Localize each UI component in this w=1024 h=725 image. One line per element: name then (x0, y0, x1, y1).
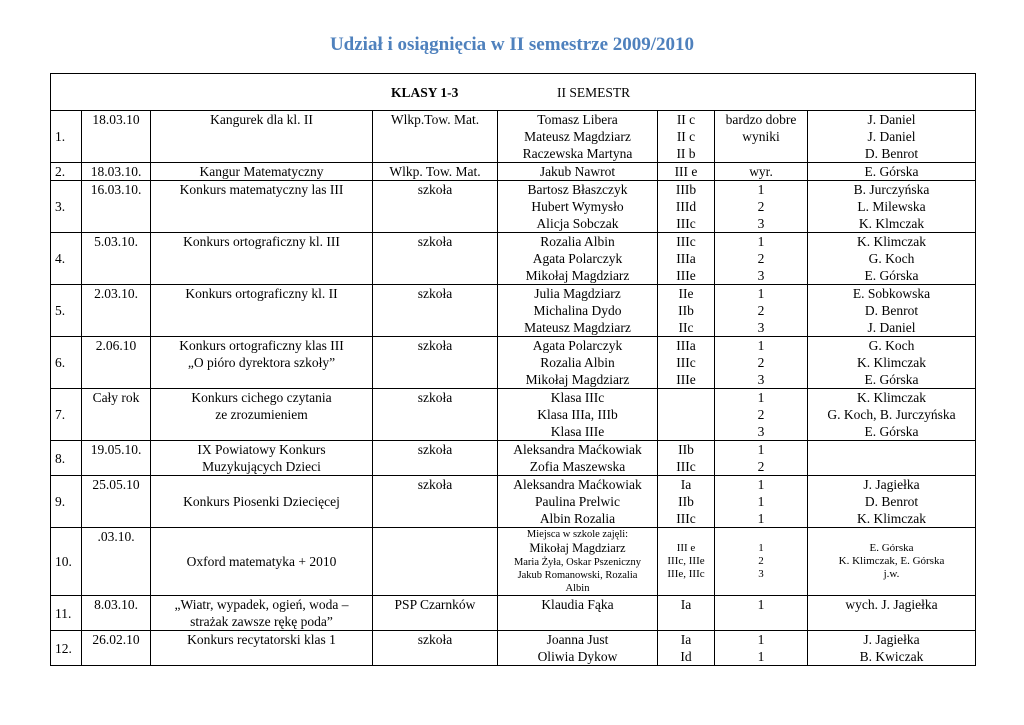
row-number: 2. (51, 163, 82, 181)
class-cell (658, 441, 715, 476)
contest-cell (151, 233, 373, 285)
class-line: IIIe (676, 372, 696, 387)
result-cell (715, 111, 808, 163)
row-number: 12. (51, 631, 82, 666)
teacher-cell (808, 163, 976, 181)
result-cell (715, 389, 808, 441)
result-line: 3 (757, 320, 765, 335)
participants-cell (498, 389, 658, 441)
participants-line: Rozalia Albin (540, 355, 615, 370)
table-row (51, 285, 976, 337)
result-cell (715, 337, 808, 389)
participants-line: Aleksandra Maćkowiak (513, 442, 642, 457)
participants-note: Miejsca w szkole zajęli: (526, 529, 629, 540)
teacher-line: K. Klimczak (857, 355, 926, 370)
class-line: IIIc (676, 511, 696, 526)
class-line: II b (676, 146, 696, 161)
class-cell (658, 285, 715, 337)
teacher-cell (808, 631, 976, 666)
teacher-line: K. Klmczak (858, 216, 925, 231)
row-number: 10. (51, 528, 82, 596)
class-cell (658, 596, 715, 631)
contest-cell (151, 181, 373, 233)
contest-cell (151, 631, 373, 666)
teacher-line: E. Górska (864, 268, 919, 283)
table-row (51, 389, 976, 441)
class-line: IIIe (676, 268, 696, 283)
class-line: Ia (680, 632, 692, 647)
teacher-cell (808, 528, 976, 596)
result-line: 1 (757, 477, 765, 492)
class-cell (658, 163, 715, 181)
contest-cell (151, 389, 373, 441)
table-row (51, 181, 976, 233)
class-line: III e (676, 542, 696, 554)
teacher-cell (808, 111, 976, 163)
row-number: 5. (51, 285, 82, 337)
result-line: 3 (757, 372, 765, 387)
participants-cell (498, 528, 658, 596)
participants-cell (498, 163, 658, 181)
organizer-cell: PSP Czarnków (373, 596, 498, 631)
participants-line: Alicja Sobczak (536, 216, 619, 231)
teacher-line: K. Klimczak (857, 234, 926, 249)
participants-line: Paulina Prelwic (534, 494, 621, 509)
class-line: IIb (678, 494, 694, 509)
result-cell (715, 441, 808, 476)
class-cell (658, 476, 715, 528)
row-number: 1. (51, 111, 82, 163)
result-line: 2 (757, 199, 765, 214)
contest-cell (151, 285, 373, 337)
participants-cell (498, 285, 658, 337)
participants-cell (498, 181, 658, 233)
contest-line: Konkurs recytatorski klas 1 (187, 632, 336, 647)
participants-cell (498, 596, 658, 631)
date-cell: 18.03.10. (82, 163, 151, 181)
organizer-cell: szkoła (373, 181, 498, 233)
participants-line: Raczewska Martyna (522, 146, 633, 161)
result-cell (715, 285, 808, 337)
class-line: IIIb (675, 182, 697, 197)
teacher-line: E. Sobkowska (852, 286, 931, 301)
teacher-line: D. Benrot (864, 303, 919, 318)
participants-line: Joanna Just (546, 632, 609, 647)
class-line: IIb (678, 442, 694, 457)
contest-line: strażak zawsze rękę poda” (190, 614, 333, 629)
header-classes-label: KLASY 1-3 (391, 85, 459, 100)
contest-cell (151, 476, 373, 528)
participants-line: Tomasz Libera (537, 112, 618, 127)
participants-cell (498, 111, 658, 163)
class-cell (658, 337, 715, 389)
participants-line: Jakub Romanowski, Rozalia (517, 570, 638, 581)
date-cell: 16.03.10. (82, 181, 151, 233)
participants-line: Bartosz Błaszczyk (527, 182, 628, 197)
table-row (51, 631, 976, 666)
result-line: 1 (757, 234, 765, 249)
page-title: Udział i osiągnięcia w II semestrze 2009/2010 (329, 34, 695, 55)
contest-cell (151, 111, 373, 163)
table-row (51, 476, 976, 528)
organizer-cell: szkoła (373, 337, 498, 389)
contest-line: Oxford matematyka + 2010 (186, 554, 337, 569)
teacher-line: E. Górska (864, 424, 919, 439)
class-cell (658, 181, 715, 233)
date-cell: 26.02.10 (82, 631, 151, 666)
row-number: 9. (51, 476, 82, 528)
teacher-line: J. Daniel (867, 112, 916, 127)
participants-line: Mikołaj Magdziarz (525, 372, 630, 387)
class-line: IIIc (676, 355, 696, 370)
teacher-line: E. Górska (869, 542, 914, 554)
class-line: IIId (675, 199, 697, 214)
class-line: IIb (678, 303, 694, 318)
participants-line: Rozalia Albin (540, 234, 615, 249)
result-line: 2 (757, 407, 765, 422)
class-line: II c (676, 129, 696, 144)
teacher-cell (808, 389, 976, 441)
teacher-cell (808, 285, 976, 337)
class-cell (658, 111, 715, 163)
organizer-cell: szkoła (373, 285, 498, 337)
result-line: 3 (757, 268, 765, 283)
teacher-line: K. Klimczak, E. Górska (838, 555, 945, 567)
organizer-cell: szkoła (373, 631, 498, 666)
participants-line: Mateusz Magdziarz (524, 320, 631, 335)
class-line: IIe (678, 286, 694, 301)
table-header-row (51, 74, 976, 111)
teacher-line: B. Jurczyńska (853, 182, 930, 197)
contest-line: „Wiatr, wypadek, ogień, woda – (174, 597, 349, 612)
class-line: IIIa (676, 338, 696, 353)
participants-line: Klasa IIIe (550, 424, 605, 439)
table-row (51, 596, 976, 631)
date-cell: .03.10. (82, 528, 151, 596)
row-number: 6. (51, 337, 82, 389)
participants-line: Zofia Maszewska (529, 459, 626, 474)
result-line: bardzo dobre (725, 112, 797, 127)
contest-line: Kangur Matematyczny (199, 164, 324, 179)
participants-line: Klasa IIIa, IIIb (537, 407, 618, 422)
result-line: 3 (757, 216, 765, 231)
teacher-line: G. Koch (868, 251, 915, 266)
contest-cell (151, 441, 373, 476)
participants-cell (498, 441, 658, 476)
participants-line: Maria Żyła, Oskar Pszeniczny (513, 557, 642, 568)
teacher-cell (808, 476, 976, 528)
result-line: 1 (757, 442, 765, 457)
result-cell (715, 476, 808, 528)
result-line: 1 (757, 286, 765, 301)
result-line: 3 (757, 424, 765, 439)
participants-line: Julia Magdziarz (534, 286, 621, 301)
result-line: 1 (757, 182, 765, 197)
row-number: 8. (51, 441, 82, 476)
result-line: 2 (757, 459, 765, 474)
organizer-cell (373, 528, 498, 596)
date-cell: 25.05.10 (82, 476, 151, 528)
contest-line: „O pióro dyrektora szkoły” (187, 355, 336, 370)
participants-line: Agata Polarczyk (532, 251, 623, 266)
table-row (51, 111, 976, 163)
class-line: IIIc (676, 234, 696, 249)
participants-line: Klaudia Fąka (541, 597, 614, 612)
date-cell: 2.06.10 (82, 337, 151, 389)
class-line: II c (676, 112, 696, 127)
result-line: 1 (757, 511, 765, 526)
contest-line: Konkurs matematyczny las III (179, 182, 344, 197)
date-cell: 19.05.10. (82, 441, 151, 476)
participants-line: Jakub Nawrot (539, 164, 616, 179)
teacher-line: J. Daniel (867, 320, 916, 335)
header-semester-label: II SEMESTR (557, 85, 631, 100)
participants-line: Mateusz Magdziarz (524, 129, 631, 144)
teacher-line: J. Jagiełka (863, 632, 920, 647)
result-line: 2 (757, 251, 765, 266)
result-line: 1 (757, 649, 765, 664)
teacher-line: J. Jagiełka (863, 477, 920, 492)
class-line: Ia (680, 477, 692, 492)
organizer-cell: szkoła (373, 233, 498, 285)
date-cell: 2.03.10. (82, 285, 151, 337)
table-row (51, 163, 976, 181)
result-cell (715, 631, 808, 666)
result-cell (715, 181, 808, 233)
class-cell (658, 631, 715, 666)
date-cell: 8.03.10. (82, 596, 151, 631)
teacher-cell (808, 337, 976, 389)
participants-line: Oliwia Dykow (537, 649, 618, 664)
teacher-line: E. Górska (864, 164, 919, 179)
date-cell: 18.03.10 (82, 111, 151, 163)
result-cell (715, 596, 808, 631)
teacher-line: D. Benrot (864, 146, 919, 161)
teacher-line: G. Koch (868, 338, 915, 353)
contest-line: Muzykujących Dzieci (202, 459, 321, 474)
class-line: IIIe, IIIc (667, 568, 705, 580)
teacher-line: j.w. (883, 568, 900, 580)
organizer-cell: Wlkp. Tow. Mat. (373, 163, 498, 181)
contest-line: IX Powiatowy Konkurs (197, 442, 326, 457)
teacher-line: G. Koch, B. Jurczyńska (827, 407, 956, 422)
contest-cell (151, 337, 373, 389)
table-row (51, 337, 976, 389)
table-row (51, 233, 976, 285)
class-cell (658, 389, 715, 441)
teacher-cell (808, 596, 976, 631)
achievements-table (50, 73, 976, 666)
result-cell (715, 163, 808, 181)
participants-line: Klasa IIIc (550, 390, 605, 405)
result-line: wyr. (749, 164, 773, 179)
result-line: 3 (758, 568, 764, 580)
class-line: IIIc (676, 216, 696, 231)
teacher-line: D. Benrot (864, 494, 919, 509)
class-line: IIIc, IIIe (667, 555, 705, 567)
teacher-line: K. Klimczak (857, 511, 926, 526)
teacher-cell (808, 233, 976, 285)
row-number: 3. (51, 181, 82, 233)
result-line: 1 (757, 597, 765, 612)
participants-line: Albin (565, 583, 590, 594)
teacher-line: L. Milewska (857, 199, 926, 214)
organizer-cell: szkoła (373, 441, 498, 476)
contest-line: Konkurs cichego czytania (191, 390, 332, 405)
teacher-line: K. Klimczak (857, 390, 926, 405)
class-cell (658, 233, 715, 285)
table-row (51, 528, 976, 596)
table-row (51, 441, 976, 476)
contest-cell (151, 596, 373, 631)
result-line: 2 (757, 355, 765, 370)
participants-cell (498, 631, 658, 666)
teacher-line: wych. J. Jagiełka (845, 597, 938, 612)
row-number: 7. (51, 389, 82, 441)
contest-line: ze zrozumieniem (215, 407, 308, 422)
participants-line: Aleksandra Maćkowiak (513, 477, 642, 492)
teacher-line: B. Kwiczak (859, 649, 924, 664)
row-number: 11. (51, 596, 82, 631)
result-line: 1 (757, 390, 765, 405)
result-line: 1 (757, 338, 765, 353)
class-line: IIIa (676, 251, 696, 266)
class-line: III e (674, 164, 698, 179)
participants-line: Albin Rozalia (539, 511, 616, 526)
teacher-cell (808, 441, 976, 476)
result-line: 2 (758, 555, 764, 567)
participants-line: Mikołaj Magdziarz (525, 268, 630, 283)
contest-cell (151, 528, 373, 596)
organizer-cell: szkoła (373, 389, 498, 441)
participants-line: Hubert Wymysło (531, 199, 624, 214)
contest-cell (151, 163, 373, 181)
class-line: Id (680, 649, 692, 664)
organizer-cell: Wlkp.Tow. Mat. (373, 111, 498, 163)
contest-line: Konkurs ortograficzny kl. III (183, 234, 340, 249)
result-line: 1 (757, 494, 765, 509)
date-cell: Cały rok (82, 389, 151, 441)
result-line: 1 (758, 542, 764, 554)
participants-line: Michalina Dydo (533, 303, 622, 318)
contest-line: Konkurs ortograficzny klas III (179, 338, 344, 353)
participants-cell (498, 476, 658, 528)
participants-cell (498, 233, 658, 285)
result-line: 1 (757, 632, 765, 647)
class-line: Ia (680, 597, 692, 612)
class-line: IIIc (676, 459, 696, 474)
row-number: 4. (51, 233, 82, 285)
result-line: 2 (757, 303, 765, 318)
teacher-line: E. Górska (864, 372, 919, 387)
participants-line: Mikołaj Magdziarz (529, 541, 626, 555)
class-cell (658, 528, 715, 596)
contest-line: Konkurs ortograficzny kl. II (185, 286, 338, 301)
contest-line: Konkurs Piosenki Dziecięcej (183, 494, 340, 509)
result-cell (715, 233, 808, 285)
class-line: IIc (678, 320, 694, 335)
contest-line: Kangurek dla kl. II (210, 112, 313, 127)
teacher-line: J. Daniel (867, 129, 916, 144)
result-line: wyniki (742, 129, 780, 144)
result-cell (715, 528, 808, 596)
teacher-cell (808, 181, 976, 233)
organizer-cell: szkoła (373, 476, 498, 528)
participants-cell (498, 337, 658, 389)
participants-line: Agata Polarczyk (532, 338, 623, 353)
date-cell: 5.03.10. (82, 233, 151, 285)
